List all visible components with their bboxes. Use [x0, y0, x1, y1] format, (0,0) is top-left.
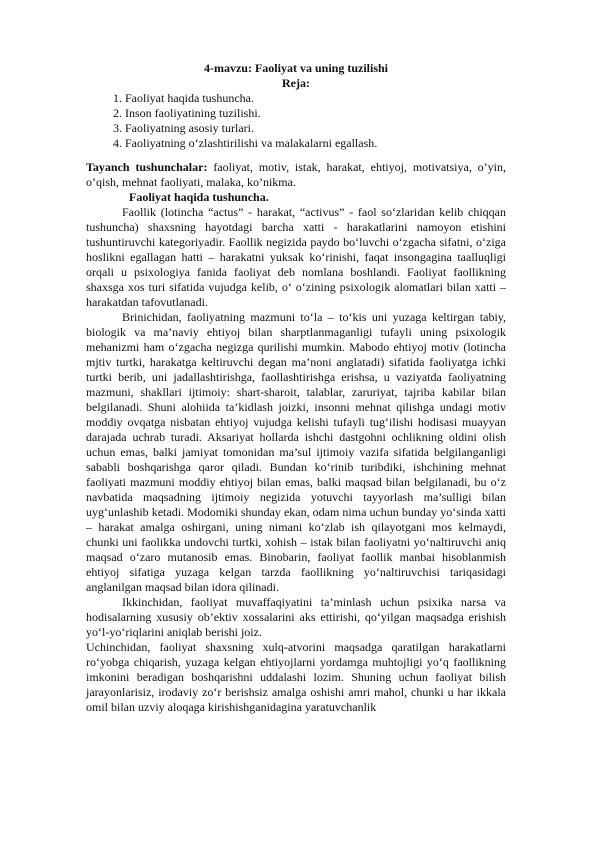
document-title: 4-mavzu: Faoliyat va uning tuzilishi — [203, 61, 388, 75]
section-heading: Faoliyat haqida tushuncha. — [129, 190, 269, 204]
plan-heading: Reja: — [282, 76, 310, 90]
plan-item-4: 4. Faoliyatning o‘zlashtirilishi va malakalarni egallash. — [113, 136, 378, 150]
document-body — [86, 61, 506, 715]
key-terms-label: Tayanch tushunchalar: — [86, 160, 208, 174]
plan-item-3: 3. Faoliyatning asosiy turlari. — [113, 121, 254, 135]
paragraph-2: Brinichidan, faoliyatning mazmuni to‘la – to‘kis uni yuzaga keltirgan tabiy, biologik va ma’naviy ehtiyoj bilan sharptlanmaganligi tufayli uning psixologik mehanizmi ham o‘zgacha negizga qurilishi mumkin. Mabodo ehtiyoj motiv (lotincha mjtiv turtki, harakatga keltiruvchi degan ma’noni anglatadi) sifatida faoliyatga ichki turtki berib, uni jadallashtirishga, faollashtirishga erishsa, u vaziyatda faoliyatning mazmuni, shakllari ijtimoiy: shart-sharoit, talablar, zaruriyat, tajriba kabilar bilan belgilanadi. Shuni alohiida ta’kidlash joizki, insonni mehnat qilishga undagi motiv moddiy ovqatga nisbatan ehtiyoj vujudga kelishi tufayli tug‘ilishi hodisasi muayyan darajada uchrab turadi. Aksariyat hollarda ishchi dastgohni ochlikning oldini olish uchun emas, balki jamiyat tomonidan ma’sul ijtimoiy vazifa sifatida belgilanganligi sababli boshqarishga qaror qiladi. Bundan ko‘rinib turibdiki, ishchining mehnat faoliyati mazmuni moddiy ehtiyoj bilan emas, balki maqsad bilan belgilanadi, bu o‘z navbatida maqsadning ijtimoiy negizida yotuvchi tayyorlash ma’sulligi bilan uyg‘unlashib ketadi. Modomiki shunday ekan, odam nima uchun bunday yo‘sinda xatti – harakat amalga oshirgani, uning nimani ko‘zlab ish qilayotgani mos kelmaydi, chunki uni faolikka undovchi turtki, xohish – istak bilan faoliyatni yo‘naltiruvchi aniq maqsad o‘zaro mutanosib emas. Binobarin, faoliyat faollik manbai hisoblanmish ehtiyoj sifatiga yuzaga kelgan tarzda faollikning yo‘naltiruvchisi tariqasidagi anglanilgan maqsad bilan idora qilinadi. — [86, 310, 506, 594]
key-terms-text: faoliyat, motiv, istak, harakat, ehtiyoj, motivatsiya, o’yin, o’qish, mehnat faoliyati, malaka, ko’nikma. — [86, 160, 507, 189]
plan-list — [86, 91, 506, 151]
plan-item-2: 2. Inson faoliyatining tuzilishi. — [113, 106, 261, 120]
paragraph-1: Faollik (lotincha “actus” - harakat, “activus” - faol so‘zlaridan kelib chiqqan tushuncha) shaxsning hayotdagi barcha xatti - harakatlarini namoyon etishini tushuntiruvchi kategoriyadir. Faollik negizida paydo bo‘luvchi o‘zgacha sifatni, o‘ziga hoslikni egallagan hatti – harakatni yuksak ko‘rinishi, faqat insongagina taalluqligi orqali u psixologiya fanida faoliyat deb nomlana boshlandi. Faoliyat faollikning shaxsga xos turi sifatida vujudga kelib, o‘ o‘zining psixologik alomatlari bilan xatti – harakatdan tafovutlanadi. — [86, 205, 506, 309]
paragraph-3: Ikkinchidan, faoliyat muvaffaqiyatini ta’minlash uchun psixika narsa va hodisalarning xususiy ob’ektiv xossalarini aks ettirishi, qo‘yilgan maqsadga erishish yo‘l-yo‘riqlarini aniqlab berishi joiz. — [86, 595, 506, 639]
paragraph-4: Uchinchidan, faoliyat shaxsning xulq-atvorini maqsadga qaratilgan harakatlarni ro‘yobga chiqarish, yuzaga kelgan ehtiyojlarni yordamga muhtojligi yo‘q faollikning imkonini beradigan boshqarishni uddalashi lozim. Shuning uchun faoliyat bilish jarayonlarisiz, irodaviy zo‘r berishsiz amalga oshishi amri mahol, chunki u har ikkala omil bilan uzviy aloqaga kirishishganidagina yaratuvchanlik — [86, 640, 506, 714]
plan-item-1: 1. Faoliyat haqida tushuncha. — [113, 91, 254, 105]
spacer — [86, 151, 506, 160]
key-terms — [86, 160, 506, 190]
